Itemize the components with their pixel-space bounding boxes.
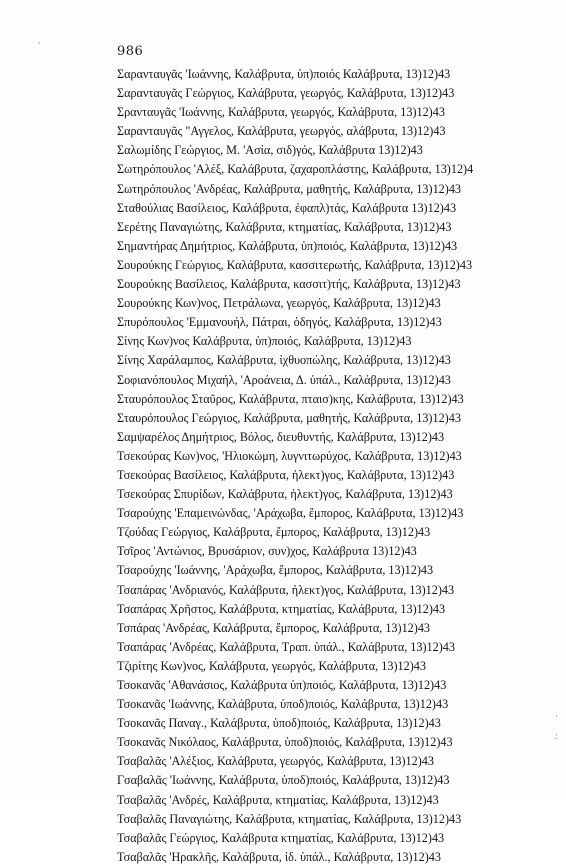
list-item: Τσαβαλᾶς 'Αλέξιος, Καλάβρυτα, γεωργός, Καλάβρυτα, 13)12)43 xyxy=(117,754,434,769)
list-item: Σίνης Χαράλαμπος, Καλάβρυτα, ἰχθυοπώλης, Καλάβρυτα, 13)12)43 xyxy=(117,353,451,368)
list-item: Τζούδας Γεώργιος, Καλάβρυτα, ἔμπορος, Καλάβρυτα, 13)12)43 xyxy=(117,525,431,540)
list-item: Σουρούκης Γεώργιος, Καλάβρυτα, κασσιτερωτής, Καλάβρυτα, 13)12)43 xyxy=(117,257,473,272)
page-number: 986 xyxy=(117,44,144,59)
list-item: Τσαρούχης 'Ιωάννης, 'Αράχωβα, ἔμπορος, Καλάβρυτα, 13)12)43 xyxy=(117,563,434,578)
list-item: Σωτηρόπουλος 'Αλέξ, Καλάβρυτα, ζαχαροπλάστης, Καλάβρυτα, 13)12)4 xyxy=(117,162,474,177)
list-item: Τσπάρας 'Ανδρέας, Καλάβρυτα, ἔμπορος, Καλάβρυτα, 13)12)43 xyxy=(117,620,431,635)
list-item: Σαμψαρέλος Δημήτριος, Βόλος, διευθυντής, Καλάβρυτα, 13)12)43 xyxy=(117,429,445,444)
list-item: Σαρανταυγᾶς Γεώργιος, Καλάβρυτα, γεωργός, Καλάβρυτα, 13)12)43 xyxy=(117,86,455,101)
list-item: Σαρανταυγᾶς 'Ιωάννης, Καλάβρυτα, ὑπ)ποιός Καλάβρυτα, 13)12)43 xyxy=(117,67,451,81)
list-item: Τσαβαλᾶς 'Ηρακλῆς, Καλάβρυτα, ἰδ. ὑπάλ., Καλάβρυτα, 13)12)43 xyxy=(117,849,441,864)
list-item: Σερέτης Παναγιώτης, Καλάβρυτα, κτηματίας, Καλάβρυτα, 13)12)43 xyxy=(117,219,452,234)
paper-speck xyxy=(38,42,40,44)
list-item: Τσεκούρας Βασίλειος, Καλάβρυτα, ἠλεκτ)γος, Καλάβρυτα, 13)12)43 xyxy=(117,467,455,482)
list-item: Τσαβαλᾶς 'Ανδρές, Καλάβρυτα, κτηματίας, Καλάβρυτα, 13)12)43 xyxy=(117,792,439,807)
list-item: Τσοκανᾶς Παναγ., Καλάβρυτα, ὑποδ)ποιός, Καλάβρυτα, 13)12)43 xyxy=(117,716,441,731)
list-item: Τσεκούρας Σπυρίδων, Καλάβρυτα, ἠλεκτ)γος, Καλάβρυτα, 13)12)43 xyxy=(117,487,453,502)
list-item: Τσεκούρας Κων)νος, 'Ηλιοκώμη, λυγνιτωρύχος, Καλάβρυτα, 13)12)43 xyxy=(117,448,462,463)
entry-list xyxy=(117,65,537,867)
list-item: Τσαπάρας Χρῆστος, Καλάβρυτα, κτηματίας, Καλάβρυτα, 13)12)43 xyxy=(117,601,446,616)
list-item: Σωτηρόπουλος 'Ανδρέας, Καλάβρυτα, μαθητής, Καλάβρυτα, 13)12)43 xyxy=(117,181,462,196)
list-item: Τζιρίτης Κων)νος, Καλάβρυτα, γεωργός, Καλάβρυτα, 13)12)43 xyxy=(117,658,426,673)
list-item: Σταυρόπουλος Γεώργιος, Καλάβρυτα, μαθητής, Καλάβρυτα, 13)12)43 xyxy=(117,410,461,425)
list-item: Τσαρούχης 'Επαμεινώνδας, 'Αράχωβα, ἔμπορος, Καλάβρυτα, 13)12)43 xyxy=(117,506,464,521)
list-item: Γσαβαλᾶς 'Ιωάννης, Καλάβρυτα, ὑποδ)ποιός, Καλάβρυτα, 13)12)43 xyxy=(117,773,450,788)
list-item: Τσοκανᾶς 'Ιωάννης, Καλάβρυτα, ὑποδ)ποιός, Καλάβρυτα, 13)12)43 xyxy=(117,697,449,712)
list-item: Τσῖρος 'Αντώνιος, Βρυσάριον, συν)χος, Καλάβρυτα 13)12)43 xyxy=(117,544,417,559)
list-item: Τσοκανᾶς Νικόλαος, Καλάβρυτα, ὑποδ)ποιός, Καλάβρυτα, 13)12)43 xyxy=(117,735,453,750)
list-item: Τσοκανᾶς 'Αθανάσιος, Καλάβρυτα ὑπ)ποιός, Καλάβρυτα, 13)12)43 xyxy=(117,678,447,692)
list-item: Σοφιανόπουλος Μιχαήλ, 'Αροάνεια, Δ. ὑπάλ., Καλάβρυτα, 13)12)43 xyxy=(117,372,451,387)
list-item: Σπυρόπουλος 'Εμμανουήλ, Πάτραι, ὁδηγός, Καλάβρυτα, 13)12)43 xyxy=(117,315,442,330)
list-item: Σταυρόπουλος Σταῦρος, Καλάβρυτα, πταισ)κης, Καλάβρυτα, 13)12)43 xyxy=(117,391,464,406)
list-item: Τσαβαλᾶς Παναγιώτης, Καλάβρυτα, κτηματίας, Καλάβρυτα, 13)12)43 xyxy=(117,811,462,826)
margin-mark: : xyxy=(554,732,558,742)
list-item: Σαλωμίδης Γεώργιος, Μ. 'Ασία, σιδ)γός, Καλάβρυτα 13)12)43 xyxy=(117,143,423,158)
list-item: Σαρανταυγᾶς "Αγγελος, Καλάβρυτα, γεωργός, αλάβρυτα, 13)12)43 xyxy=(117,124,446,139)
margin-mark: · xyxy=(555,712,558,722)
list-item: Τσαβαλᾶς Γεώργιος, Καλάβρυτα κτηματίας, Καλάβρυτα, 13)12)43 xyxy=(117,830,445,845)
list-item: Σουρούκης Βασίλειος, Καλάβρυτα, κασσιτ)τής, Καλάβρυτα, 13)12)43 xyxy=(117,277,461,292)
list-item: Σίνης Κων)νος Καλάβρυτα, ὑπ)ποιός, Καλάβρυτα, 13)12)43 xyxy=(117,334,412,349)
list-item: Σημαντήρας Δημήτριος, Καλάβρυτα, ὑπ)ποιός, Καλάβρυτα, 13)12)43 xyxy=(117,238,458,253)
list-item: Σουρούκης Κων)νος, Πετράλωνα, γεωργός, Καλάβρυτα, 13)12)43 xyxy=(117,296,441,311)
list-item: Σρανταυγᾶς 'Ιωάννης, Καλάβρυτα, γεωργός, Καλάβρυτα, 13)12)43 xyxy=(117,105,445,120)
list-item: Σταθούλιας Βασίλειος, Καλάβρυτα, ἐφαπλ)τάς, Καλάβρυτα 13)12)43 xyxy=(117,200,457,215)
list-item: Τσαπάρας 'Ανδριανός, Καλάβρυτα, ἠλεκτ)γος, Καλάβρυτα, 13)12)43 xyxy=(117,582,455,597)
list-item: Τσαπάρας 'Ανδρέας, Καλάβρυτα, Τραπ. ὑπάλ., Καλάβρυτα, 13)12)43 xyxy=(117,639,455,654)
